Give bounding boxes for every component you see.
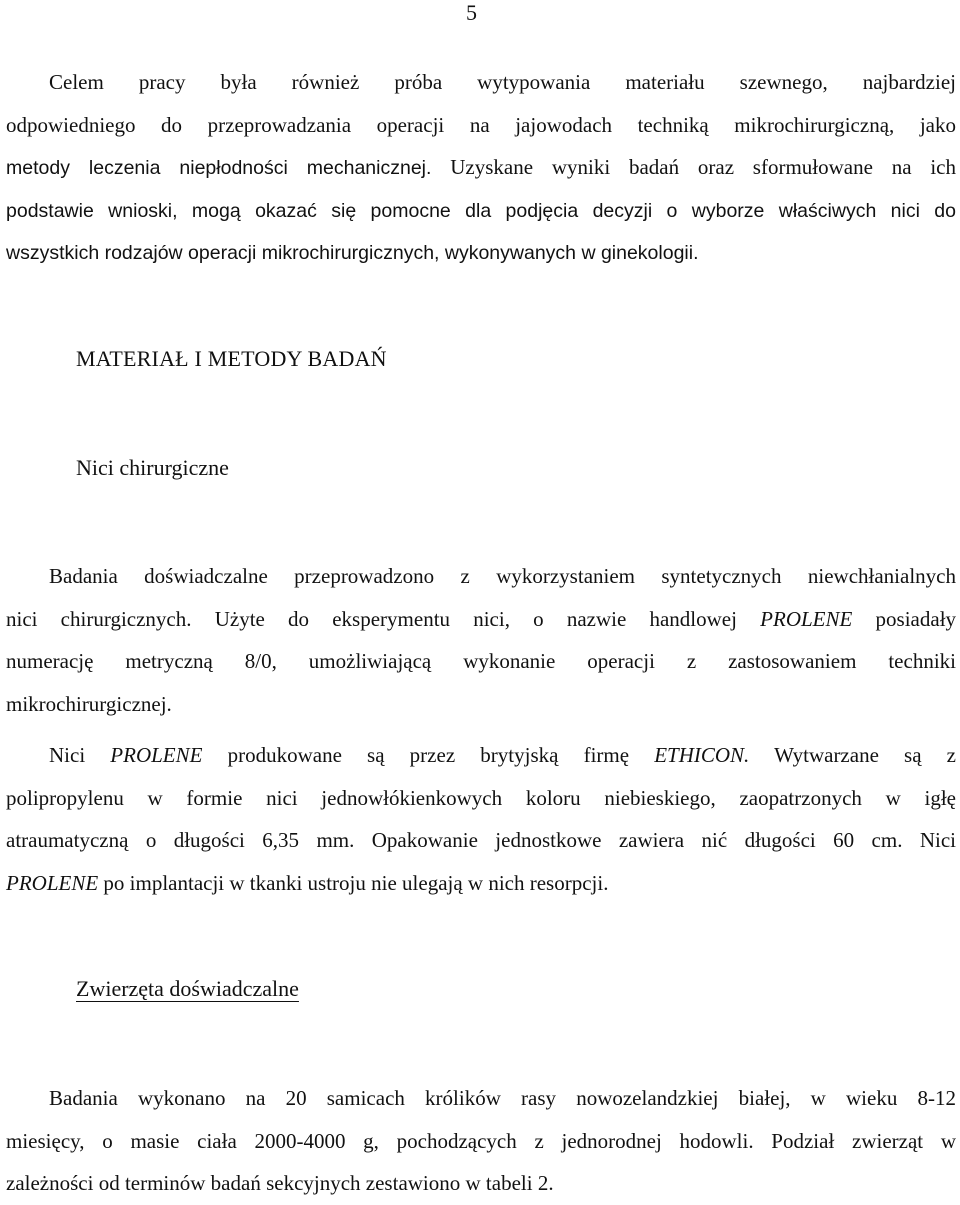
nici-p2-line-2: polipropylenu w formie nici jednowłókienkowych koloru niebieskiego, zaopatrzonych w igłę	[6, 785, 956, 810]
prolene-term: PROLENE	[110, 743, 203, 767]
zwierzeta-paragraph	[6, 1077, 956, 1205]
nici-paragraph-1	[6, 555, 956, 725]
intro-line-3	[6, 146, 956, 190]
prolene-term: PROLENE	[6, 870, 99, 895]
intro-line-2: odpowiedniego do przeprowadzania operacji na jajowodach techniką mikrochirurgiczną, jako	[6, 112, 956, 137]
ethicon-term: ETHICON.	[654, 743, 750, 767]
subsection-title-zwierzeta: Zwierzęta doświadczalne	[76, 976, 299, 1001]
nici-p1-line-1: Badania doświadczalne przeprowadzono z wykorzystaniem syntetycznych niewchłanialnych	[49, 564, 956, 588]
prolene-term: PROLENE	[760, 606, 853, 631]
zwierzeta-line-3: zależności od terminów badań sekcyjnych zestawiono w tabeli 2.	[6, 1171, 554, 1196]
intro-line-3b: Uzyskane wyniki badań oraz sformułowane na ich	[450, 155, 957, 180]
nici-p1-line-3: numerację metryczną 8/0, umożliwiającą wykonanie operacji z zastosowaniem techniki	[6, 649, 956, 674]
intro-line-5: wszystkich rodzajów operacji mikrochirurgicznych, wykonywanych w ginekologii.	[6, 242, 699, 265]
nici-p2-line-3: atraumatyczną o długości 6,35 mm. Opakowanie jednostkowe zawiera nić długości 60 cm. Nici	[6, 828, 956, 853]
zwierzeta-line-1: Badania wykonano na 20 samicach królików rasy nowozelandzkiej białej, w wieku 8-12	[49, 1086, 956, 1110]
page-number: 5	[466, 0, 477, 25]
nici-p1-line-2: nici chirurgicznych. Użyte do eksperymentu nici, o nazwie handlowej PROLENE posiadały	[6, 606, 957, 631]
intro-paragraph	[6, 61, 956, 275]
subsection-title-nici: Nici chirurgiczne	[76, 455, 229, 480]
nici-p2-line-1: Nici PROLENE produkowane są przez brytyjską firmę ETHICON. Wytwarzane są z	[49, 743, 956, 767]
section-title: MATERIAŁ I METODY BADAŃ	[76, 346, 387, 371]
zwierzeta-line-2: miesięcy, o masie ciała 2000-4000 g, pochodzących z jednorodnej hodowli. Podział zwierząt w	[6, 1128, 956, 1153]
nici-p2-line-4: PROLENE po implantacji w tkanki ustroju nie ulegają w nich resorpcji.	[6, 870, 609, 895]
intro-line-1: Celem pracy była również próba wytypowania materiału szewnego, najbardziej	[49, 70, 956, 94]
nici-paragraph-2	[6, 734, 956, 904]
intro-line-3a: metody leczenia niepłodności mechanicznej.	[6, 157, 432, 180]
intro-line-4: podstawie wnioski, mogą okazać się pomocne dla podjęcia decyzji o wyborze właściwych nici do	[6, 199, 956, 222]
nici-p1-line-4: mikrochirurgicznej.	[6, 691, 172, 716]
